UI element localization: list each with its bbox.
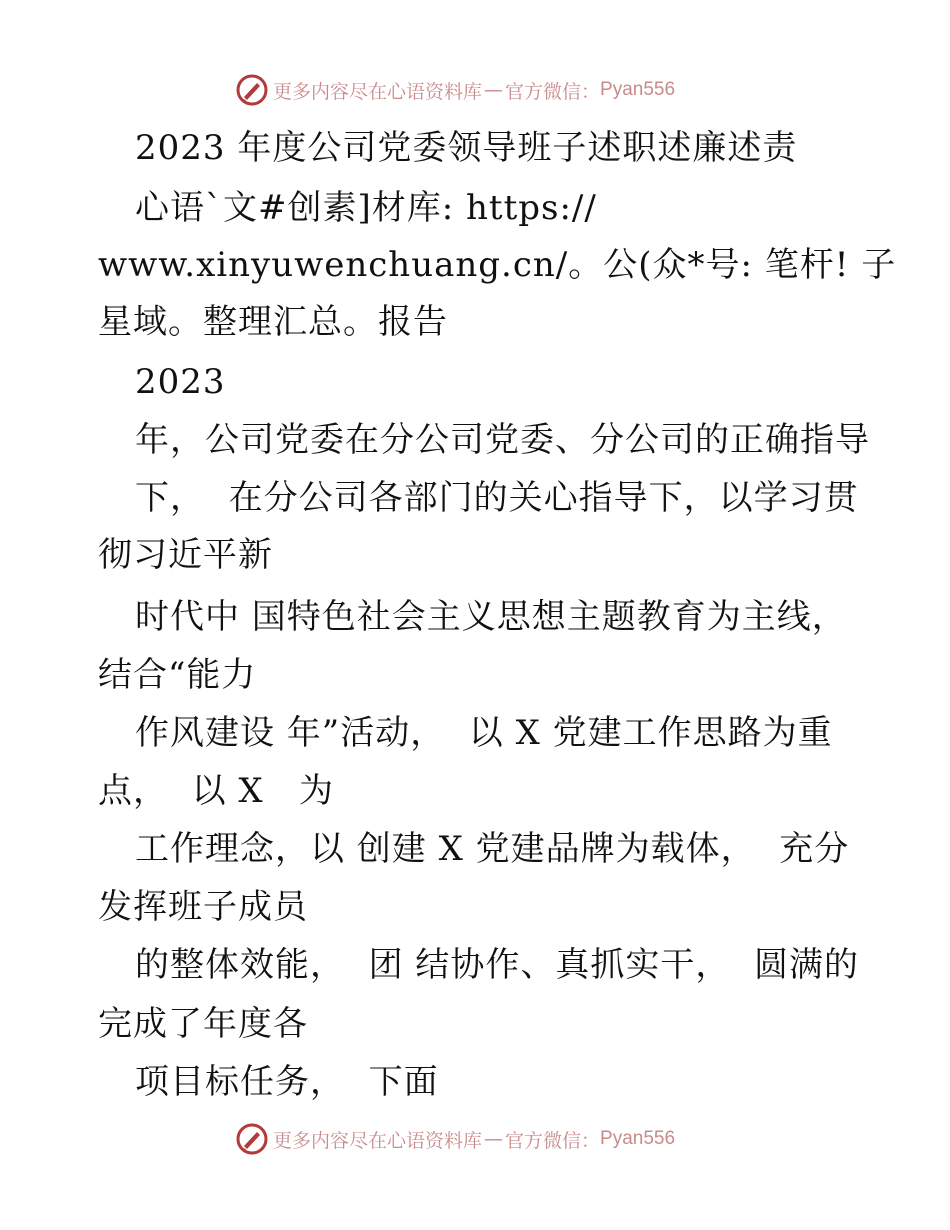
watermark-wechat-id: Pyan556 bbox=[600, 1128, 676, 1149]
text-line: www.xinyuwenchuang.cn/。公(众*号: 笔杆! 子 bbox=[98, 245, 897, 285]
watermark-text: 更多内容尽在心语资料库 bbox=[273, 1129, 483, 1152]
text-line: 结合“能力 bbox=[98, 655, 257, 695]
text-line: 彻习近平新 bbox=[98, 535, 273, 575]
text-line: 时代中 国特色社会主义思想主题教育为主线， bbox=[135, 597, 847, 637]
footer-watermark bbox=[235, 1122, 675, 1156]
watermark-separator: — bbox=[484, 79, 504, 101]
text-line: 的整体效能， 团 结协作、真抓实干， 圆满的 bbox=[135, 945, 860, 985]
watermark-wechat-label: 官方微信： bbox=[505, 1129, 601, 1152]
pen-seal-logo-icon bbox=[235, 1122, 269, 1156]
doc-title: 2023 年度公司党委领导班子述职述廉述责 bbox=[135, 128, 798, 168]
text-line: 发挥班子成员 bbox=[98, 887, 308, 927]
text-line: 2023 bbox=[135, 362, 226, 402]
watermark-text: 更多内容尽在心语资料库 bbox=[273, 80, 483, 103]
text-line: 年，公司党委在分公司党委、分公司的正确指导 bbox=[135, 420, 870, 460]
watermark-wechat-label: 官方微信： bbox=[505, 80, 601, 103]
text-line: 星域。整理汇总。报告 bbox=[98, 302, 448, 342]
text-line: 工作理念，以 创建 X 党建品牌为载体， 充分 bbox=[135, 829, 850, 869]
text-line: 下， 在分公司各部门的关心指导下，以学习贯 bbox=[135, 478, 859, 518]
text-line: 完成了年度各 bbox=[98, 1004, 308, 1044]
watermark-wechat-id: Pyan556 bbox=[600, 79, 676, 100]
text-line: 项目标任务， 下面 bbox=[135, 1062, 439, 1102]
text-line: 心语`文#创素]材库: https:// bbox=[135, 188, 597, 228]
watermark-separator: — bbox=[484, 1128, 504, 1150]
text-line: 作风建设 年”活动， 以 X 党建工作思路为重 bbox=[135, 713, 833, 753]
text-line: 点， 以 X 为 bbox=[98, 771, 335, 811]
